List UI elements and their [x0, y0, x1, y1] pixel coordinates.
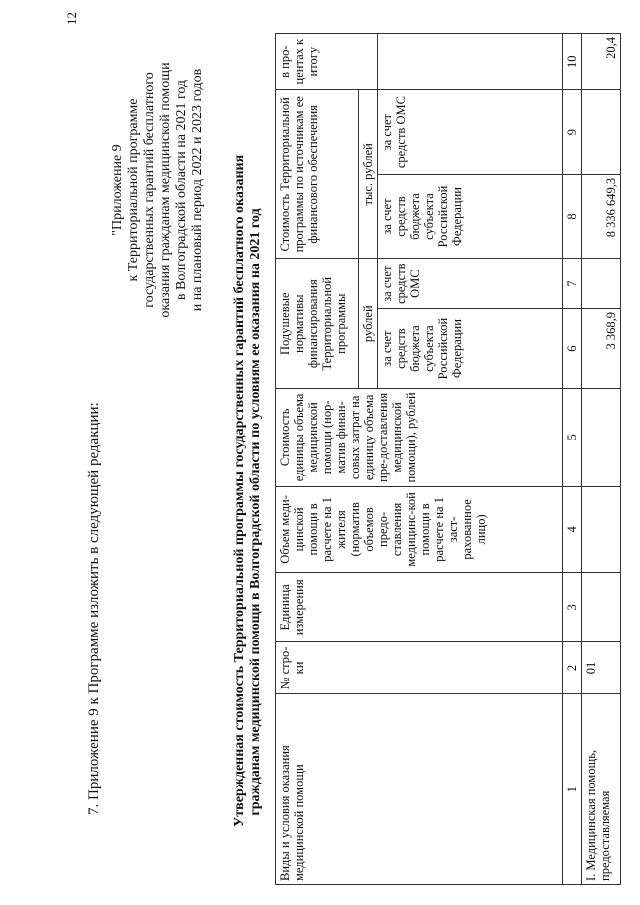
row-unit: [582, 573, 621, 642]
row-oms-normative: [582, 259, 621, 309]
appendix-line: "Приложение 9: [110, 144, 125, 236]
column-number: 4: [563, 486, 582, 573]
row-line: 01: [582, 642, 621, 694]
header-row: [276, 34, 359, 885]
header-cell-oms-normative: за счет средств ОМС: [378, 259, 563, 309]
intro-text: 7. Приложение 9 к Программе изложить в следующей редакции:: [86, 402, 102, 815]
column-number: 1: [563, 694, 582, 885]
header-cell-percent: в про-центах к итогу: [276, 34, 378, 90]
appendix-line: оказания гражданам медицинской помощи: [158, 62, 173, 318]
header-cell-line: № стро-ки: [276, 642, 563, 694]
header-cell-budget-normative: за счет средств бюджета субъекта Российской Федерации: [378, 309, 563, 389]
row-oms-cost: [582, 90, 621, 174]
table-row: [582, 34, 621, 885]
table-title: [232, 154, 264, 827]
column-number: 3: [563, 573, 582, 642]
row-percent: 20,4: [582, 34, 621, 90]
row-budget-cost: 8 336 649,3: [582, 174, 621, 258]
column-number: 5: [563, 389, 582, 486]
row-budget-normative: 3 368,9: [582, 309, 621, 389]
appendix-line: к Территориальной программе: [126, 98, 141, 282]
column-number-row: [563, 34, 582, 885]
header-cell-normatives: Подушевые нормативы финансирования Территориальной программы: [276, 259, 359, 389]
appendix-line: и на плановый период 2022 и 2023 годов: [190, 68, 205, 312]
column-number: 9: [563, 90, 582, 174]
cost-table: [275, 33, 621, 885]
header-cell-unit: Единица измерения: [276, 573, 563, 642]
header-cell-type: Виды и условия оказания медицинской помощи: [276, 694, 563, 885]
column-number: 2: [563, 642, 582, 694]
row-unit-cost: [582, 389, 621, 486]
row-volume: [582, 486, 621, 573]
column-number: 6: [563, 309, 582, 389]
header-cell-budget-cost: за счет средств бюджета субъекта Российской Федерации: [378, 174, 563, 258]
table-title-line: Утвержденная стоимость Территориальной программы государственных гарантий бесплатного оказания: [232, 154, 247, 827]
header-cell-percent-blank: [378, 34, 563, 90]
header-cell-unit-cost: Стоимость единицы объема медицинской помощи (нор-матив финан-совых затрат на единицу объема пре-доставления медицинской помощи), рублей: [276, 389, 563, 486]
column-number: 7: [563, 259, 582, 309]
appendix-line: государственных гарантий бесплатного: [142, 72, 157, 308]
page-number: 12: [64, 12, 79, 25]
appendix-line: в Волгоградской области на 2021 год: [174, 79, 189, 301]
column-number: 10: [563, 34, 582, 90]
header-cell-unit-rub: рублей: [359, 259, 378, 389]
header-cell-unit-thousand: тыс. рублей: [359, 90, 378, 259]
column-number: 8: [563, 174, 582, 258]
row-type: I. Медицинская помощь, предоставляемая: [582, 694, 621, 885]
header-cell-program-cost: Стоимость Территориальной программы по источникам ее финансового обеспечения: [276, 90, 359, 259]
header-cell-oms-cost: за счет средств ОМС: [378, 90, 563, 174]
header-cell-volume: Объем меди-цинской помощи в расчете на 1 жителя (норматив объемов предо-ставления медицинс-кой помощи в расчете на 1 заст-рахованное лицо): [276, 486, 563, 573]
table-title-line: гражданам медицинской помощи в Волгоградской области по условиям ее оказания на 2021 год: [248, 208, 263, 816]
appendix-header: [110, 40, 206, 340]
